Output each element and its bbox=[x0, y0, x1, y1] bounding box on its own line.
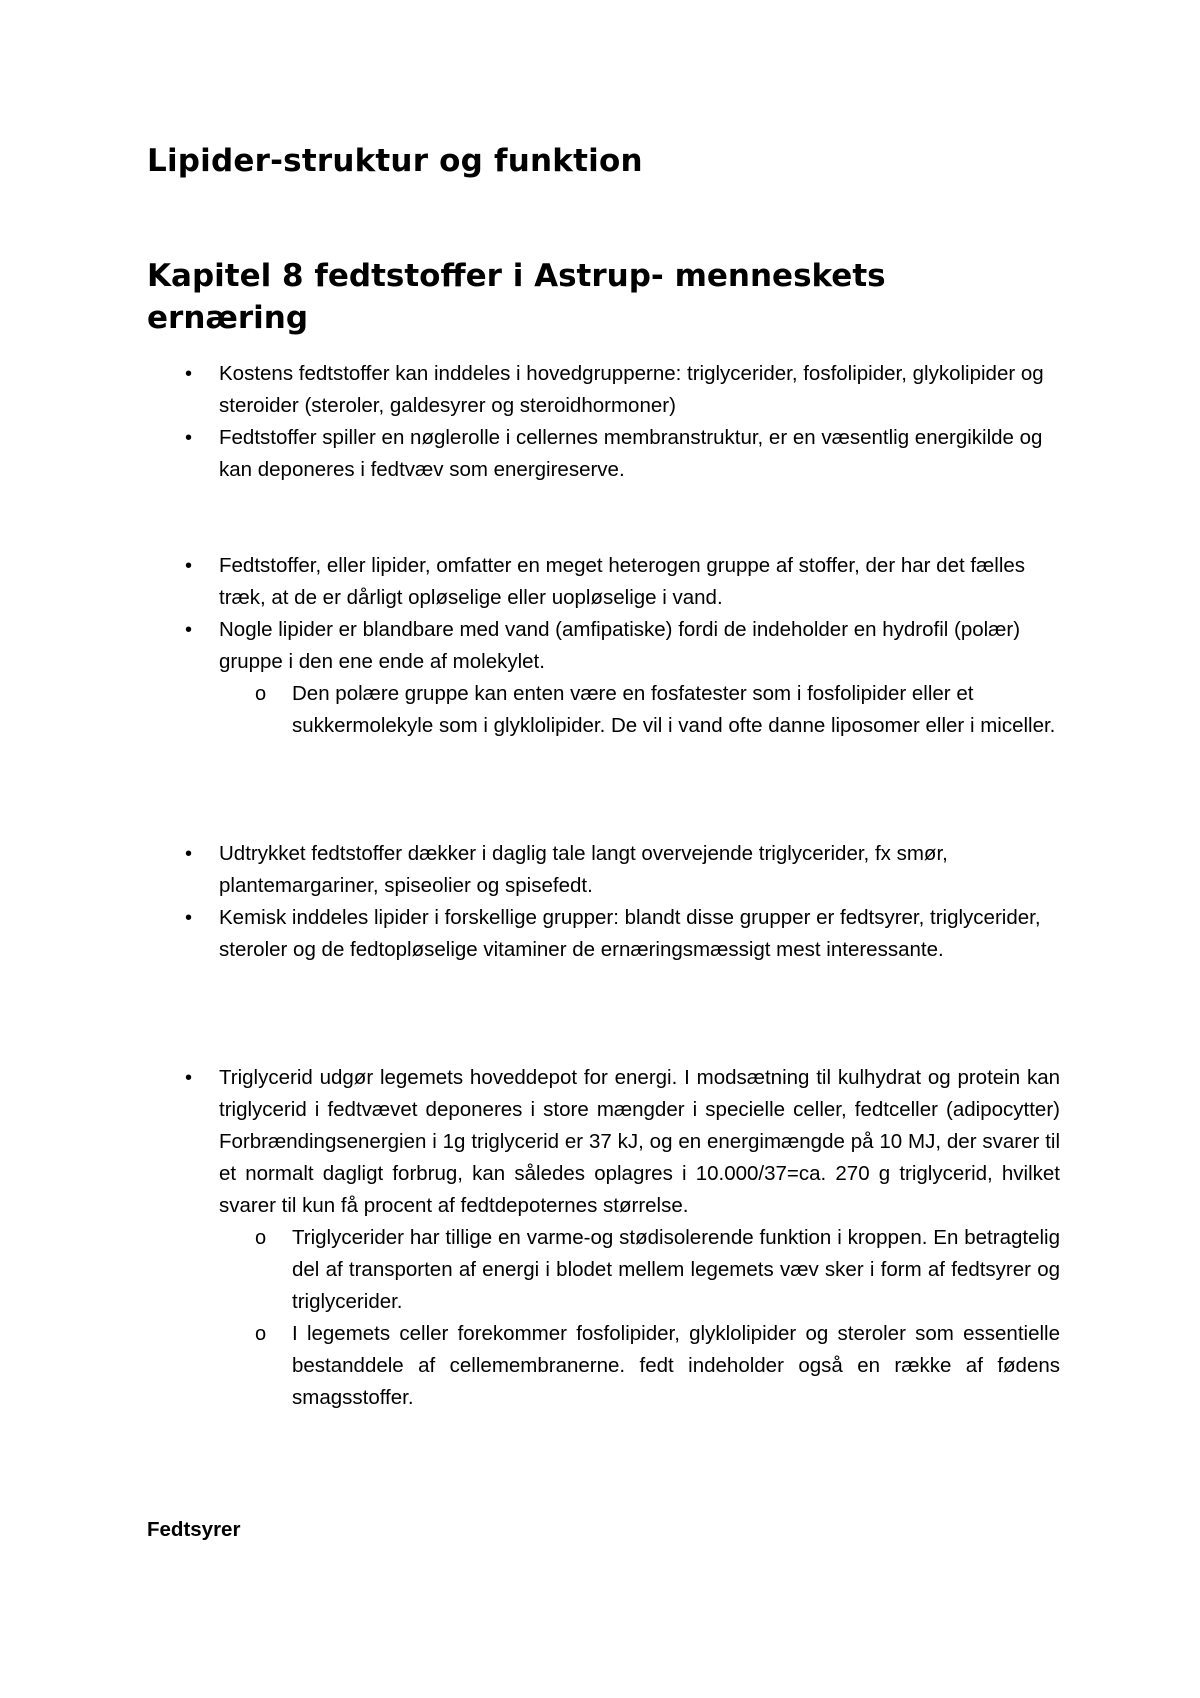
bullet-list-1 bbox=[0, 358, 1200, 486]
list-item-text: Fedtstoffer spiller en nøglerolle i cellernes membranstruktur, er en væsentlig energikilde og kan deponeres i fedtvæv som energireserve. bbox=[219, 426, 1043, 481]
list-item-text: Udtrykket fedtstoffer dækker i daglig tale langt overvejende triglycerider, fx smør, plantemargariner, spiseolier og spisefedt. bbox=[219, 842, 948, 897]
circle-bullet-icon: o bbox=[255, 1323, 267, 1345]
bullet-icon: • bbox=[185, 555, 193, 577]
sub-list-item bbox=[0, 1318, 1060, 1414]
sub-list-item-text: Triglycerider har tillige en varme-og stødisolerende funktion i kroppen. En betragtelig del af transporten af energi i blodet mellem legemets væv sker i form af fedtsyrer og triglycerider. bbox=[292, 1226, 1060, 1313]
bullet-icon: • bbox=[185, 363, 193, 385]
bullet-icon: • bbox=[185, 907, 193, 929]
circle-bullet-icon: o bbox=[255, 1227, 267, 1249]
list-item bbox=[0, 902, 1200, 966]
chapter-heading: Kapitel 8 fedtstoffer i Astrup- menneskets ernæring bbox=[147, 258, 886, 336]
bullet-icon: • bbox=[185, 843, 193, 865]
list-item-text: Kostens fedtstoffer kan inddeles i hovedgrupperne: triglycerider, fosfolipider, glykolipider og steroider (steroler, galdesyrer og steroidhormoner) bbox=[219, 362, 1044, 417]
list-item bbox=[0, 614, 1200, 742]
bullet-list-3 bbox=[0, 838, 1200, 966]
list-item-text: Fedtstoffer, eller lipider, omfatter en meget heterogen gruppe af stoffer, der har det fælles træk, at de er dårligt opløselige eller uopløselige i vand. bbox=[219, 554, 1026, 609]
sub-list-item-text: I legemets celler forekommer fosfolipider, glyklolipider og steroler som essentielle bestanddele af cellemembranerne. fedt indeholder også en række af fødens smagsstoffer. bbox=[292, 1322, 1060, 1409]
bullet-icon: • bbox=[185, 427, 193, 449]
page-title: Lipider-struktur og funktion bbox=[147, 143, 643, 179]
sub-list-item bbox=[0, 678, 1060, 742]
bullet-list-2 bbox=[0, 550, 1200, 742]
bullet-icon: • bbox=[185, 619, 193, 641]
sub-list bbox=[219, 678, 1060, 742]
list-item bbox=[0, 1062, 1200, 1414]
list-item bbox=[0, 838, 1200, 902]
circle-bullet-icon: o bbox=[255, 683, 267, 705]
bullet-icon: • bbox=[185, 1067, 193, 1089]
list-item-text: Triglycerid udgør legemets hoveddepot for energi. I modsætning til kulhydrat og protein kan triglycerid i fedtvævet deponeres i store mængder i specielle celler, fedtceller (adipocytter) Forbrændingsenergien i 1g triglycerid er 37 kJ, og en energimængde på 10 MJ, der svarer til et normalt dagligt forbrug, kan således oplagres i 10.000/37=ca. 270 g triglycerid, hvilket svarer til kun få procent af fedtdepoternes størrelse. bbox=[219, 1066, 1060, 1217]
sub-list-item-text: Den polære gruppe kan enten være en fosfatester som i fosfolipider eller et sukkermolekyle som i glyklolipider. De vil i vand ofte danne liposomer eller i miceller. bbox=[292, 682, 1056, 737]
list-item bbox=[0, 422, 1200, 486]
list-item-text: Nogle lipider er blandbare med vand (amfipatiske) fordi de indeholder en hydrofil (polær) gruppe i den ene ende af molekylet. bbox=[219, 618, 1021, 673]
list-item-text: Kemisk inddeles lipider i forskellige grupper: blandt disse grupper er fedtsyrer, triglycerider, steroler og de fedtopløselige vitaminer de ernæringsmæssigt mest interessante. bbox=[219, 906, 1041, 961]
list-item bbox=[0, 550, 1200, 614]
list-item bbox=[0, 358, 1200, 422]
section-heading-fedtsyrer: Fedtsyrer bbox=[147, 1518, 241, 1541]
sub-list bbox=[219, 1222, 1060, 1414]
sub-list-item bbox=[0, 1222, 1060, 1318]
bullet-list-4 bbox=[0, 1062, 1200, 1414]
